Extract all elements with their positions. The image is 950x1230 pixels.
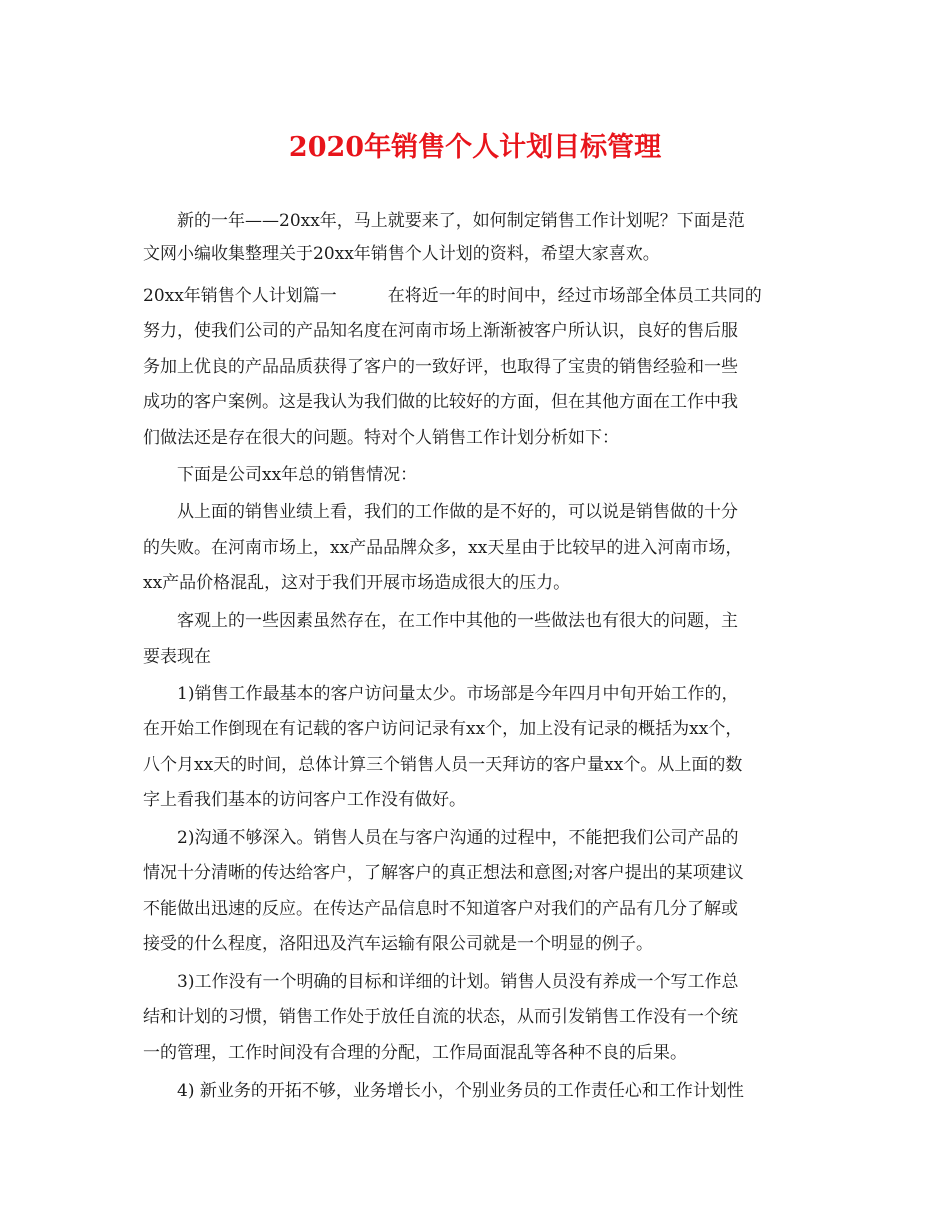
paragraph-line: 4) 新业务的开拓不够，业务增长小，个别业务员的工作责任心和工作计划性 bbox=[143, 1081, 744, 1101]
paragraph-line: 下面是公司xx年总的销售情况： bbox=[143, 465, 418, 485]
paragraph-line: 的失败。在河南市场上，xx产品品牌众多，xx天星由于比较早的进入河南市场， bbox=[143, 538, 743, 558]
paragraph-line: 情况十分清晰的传达给客户，了解客户的真正想法和意图;对客户提出的某项建议 bbox=[143, 863, 744, 883]
paragraph-line: 努力，使我们公司的产品知名度在河南市场上渐渐被客户所认识，良好的售后服 bbox=[143, 321, 738, 341]
paragraph-line: 们做法还是存在很大的问题。特对个人销售工作计划分析如下： bbox=[143, 428, 619, 448]
paragraph-line: xx产品价格混乱，这对于我们开展市场造成很大的压力。 bbox=[143, 573, 571, 593]
paragraph-line: 务加上优良的产品品质获得了客户的一致好评，也取得了宝贵的销售经验和一些 bbox=[143, 357, 738, 377]
document-title: 2020年销售个人计划目标管理 bbox=[288, 132, 662, 163]
paragraph-line: 从上面的销售业绩上看，我们的工作做的是不好的，可以说是销售做的十分 bbox=[143, 502, 738, 522]
paragraph-line: 新的一年——20xx年，马上就要来了，如何制定销售工作计划呢？下面是范 bbox=[143, 211, 745, 231]
paragraph-line: 要表现在 bbox=[143, 647, 211, 667]
paragraph-line: 2)沟通不够深入。销售人员在与客户沟通的过程中，不能把我们公司产品的 bbox=[143, 828, 739, 848]
paragraph-line: 3)工作没有一个明确的目标和详细的计划。销售人员没有养成一个写工作总 bbox=[143, 972, 739, 992]
paragraph-line: 字上看我们基本的访问客户工作没有做好。 bbox=[143, 790, 466, 810]
paragraph-line: 不能做出迅速的反应。在传达产品信息时不知道客户对我们的产品有几分了解或 bbox=[143, 899, 738, 919]
paragraph-line: 1)销售工作最基本的客户访问量太少。市场部是今年四月中旬开始工作的， bbox=[143, 684, 739, 704]
paragraph-line: 客观上的一些因素虽然存在，在工作中其他的一些做法也有很大的问题，主 bbox=[143, 611, 738, 631]
paragraph-line: 八个月xx天的时间，总体计算三个销售人员一天拜访的客户量xx个。从上面的数 bbox=[143, 755, 743, 775]
paragraph-line: 文网小编收集整理关于20xx年销售个人计划的资料，希望大家喜欢。 bbox=[143, 244, 660, 264]
paragraph-line: 接受的什么程度，洛阳迅及汽车运输有限公司就是一个明显的例子。 bbox=[143, 934, 653, 954]
paragraph-line: 结和计划的习惯，销售工作处于放任自流的状态，从而引发销售工作没有一个统 bbox=[143, 1007, 738, 1027]
paragraph-line: 成功的客户案例。这是我认为我们做的比较好的方面，但在其他方面在工作中我 bbox=[143, 392, 738, 412]
paragraph-line: 一的管理，工作时间没有合理的分配，工作局面混乱等各种不良的后果。 bbox=[143, 1043, 687, 1063]
paragraph-line: 20xx年销售个人计划篇一 在将近一年的时间中，经过市场部全体员工共同的 bbox=[143, 286, 762, 306]
paragraph-line: 在开始工作倒现在有记载的客户访问记录有xx个，加上没有记录的概括为xx个， bbox=[143, 719, 743, 739]
